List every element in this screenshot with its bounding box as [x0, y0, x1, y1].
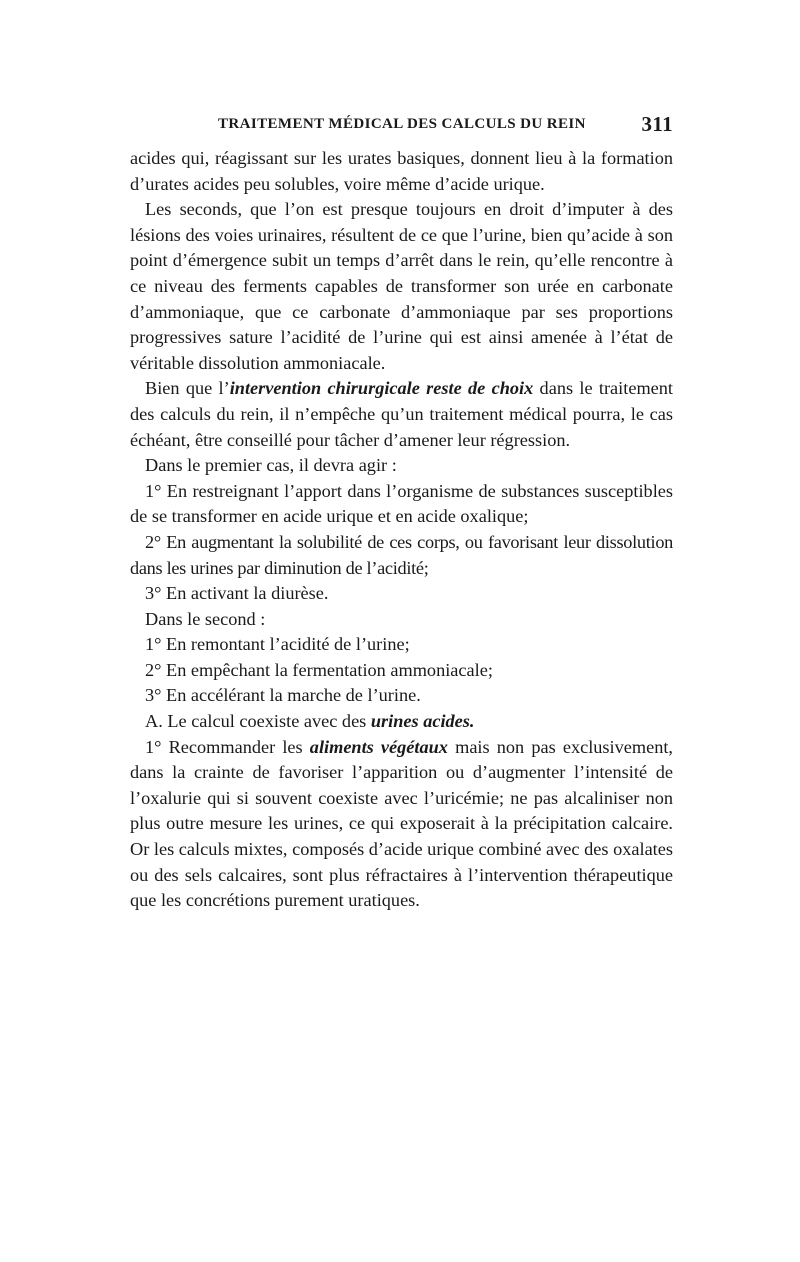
- list-item-first-3: 3° En activant la diurèse.: [145, 583, 329, 604]
- paragraph-recommendation-end: mais non pas exclusivement, dans la crainte de favoriser l’apparition ou d’augmenter l’intensité de l’oxalurie qui si souvent coexiste avec l’uricémie; ne pas alcaliniser non plus outre mesure les urines, ce qui exposerait à la précipitation calcaire. Or les calculs mixtes, composés d’acide urique combiné avec des oxalates ou des sels calcaires, sont plus réfractaires à l’intervention thérapeutique que les concrétions purement uratiques.: [130, 736, 674, 911]
- book-page: [130, 112, 673, 914]
- running-head: [130, 112, 673, 146]
- section-heading-a: [130, 709, 673, 735]
- paragraph-recommendation: [130, 735, 673, 914]
- paragraph-recommendation-start: 1° Recommander les: [145, 736, 310, 757]
- paragraph-first-case: Dans le premier cas, il devra agir :: [145, 455, 397, 476]
- list-item-second-2: 2° En empêchant la fermentation ammoniacale;: [145, 659, 493, 680]
- paragraph-seconds: Les seconds, que l’on est presque toujours en droit d’imputer à des lésions des voies urinaires, résultent de ce que l’urine, bien qu’acide à son point d’émergence subit un temps d’arrêt dans le rein, qu’elle rencontre à ce niveau des ferments capables de transformer son urée en carbonate d’ammoniaque, que ce carbonate d’ammoniaque par ses proportions progressives sature l’acidité de l’urine qui est ainsi amenée à l’état de véritable dissolution ammoniacale.: [130, 199, 673, 373]
- paragraph-second-case: Dans le second :: [145, 608, 266, 629]
- body-text: [130, 146, 673, 914]
- list-item-first-2: 2° En augmentant la solubilité de ces corps, ou favorisant leur dissolution dans les urines par diminution de l’acidité;: [130, 531, 673, 578]
- paragraph-intervention-italic: intervention chirurgicale reste de choix: [229, 378, 534, 399]
- page-number: 311: [641, 112, 673, 136]
- section-heading-a-italic: urines acides.: [370, 711, 475, 732]
- paragraph-recommendation-italic: aliments végétaux: [309, 736, 448, 757]
- list-item-second-1: 1° En remontant l’acidité de l’urine;: [145, 634, 410, 655]
- paragraph-intervention: [130, 376, 673, 453]
- running-title: TRAITEMENT MÉDICAL DES CALCULS DU REIN: [218, 116, 586, 132]
- paragraph-intervention-end: dans le traitement des calculs du rein, il n’empêche qu’un traitement médical pourra, le cas échéant, être conseillé pour tâcher d’amener leur régression.: [130, 378, 673, 450]
- paragraph-intervention-start: Bien que l’: [145, 378, 230, 399]
- list-item-second-3: 3° En accélérant la marche de l’urine.: [145, 685, 421, 706]
- section-heading-a-start: A. Le calcul coexiste avec des: [145, 711, 371, 732]
- paragraph-continuation: acides qui, réagissant sur les urates basiques, donnent lieu à la formation d’urates acides peu solubles, voire même d’acide urique.: [130, 148, 673, 194]
- list-item-first-1: 1° En restreignant l’apport dans l’organisme de substances susceptibles de se transformer en acide urique et en acide oxalique;: [130, 480, 673, 527]
